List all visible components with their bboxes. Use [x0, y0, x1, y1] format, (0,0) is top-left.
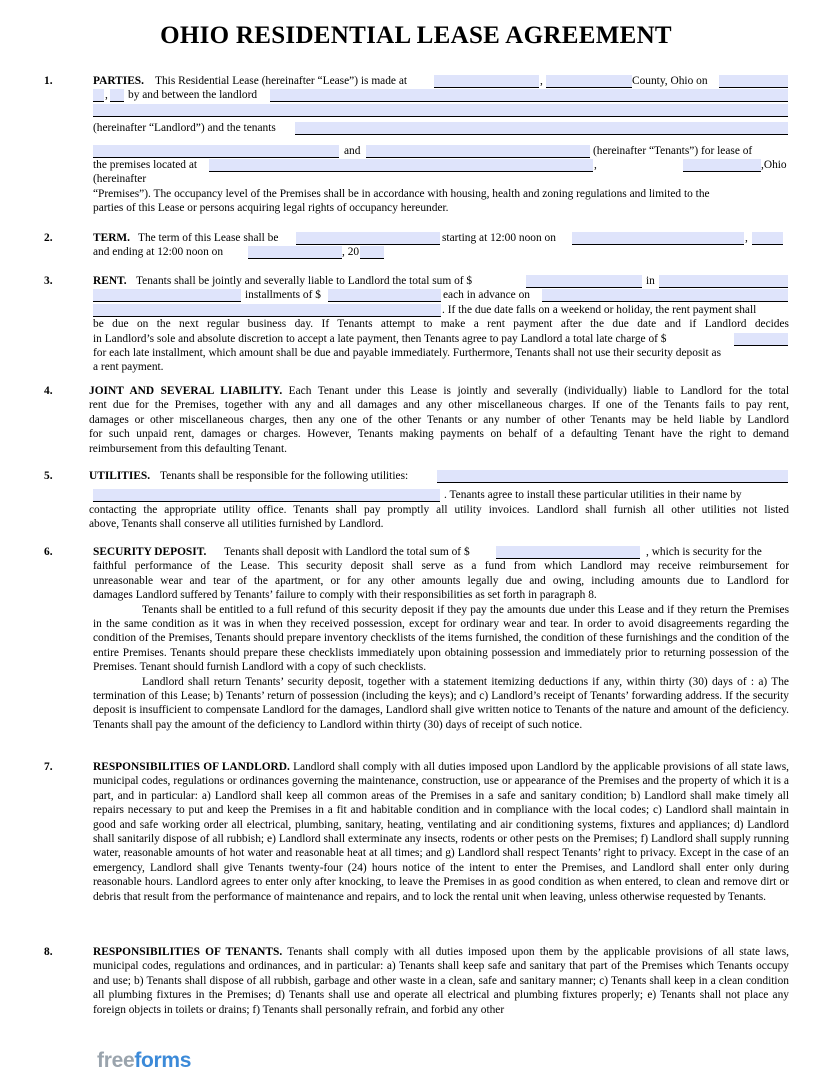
security-deposit-field[interactable]: [496, 546, 640, 559]
section-rent: 3. RENT. Tenants shall be jointly and severally liable to Landlord the total sum of $ in installments of $ each in advance on . If the due date falls on a weekend or holiday, the rent payment shall be due on the next regular business day. If Tenants attempt to make a rent payment after the due date and if Landlord decides in Landlord’s sole and absolute discretion to accept a late payment, then Tenants agree to pay Landlord a total late charge of $ for each late installment, which amount shall be due and payable immediately. Furthermore, Tenants shall not use their security deposit as a rent payment.: [44, 275, 789, 374]
section-tenant-responsibilities: [0, 945, 832, 1020]
utilities-field[interactable]: [437, 470, 788, 483]
installment-count-cont-field[interactable]: [93, 289, 241, 302]
section-number: 7.: [44, 761, 53, 773]
tenant-name-2-field[interactable]: [93, 145, 339, 158]
section-number: 8.: [44, 946, 53, 958]
end-date-field[interactable]: [248, 246, 342, 259]
lease-year-field[interactable]: [110, 89, 124, 102]
section-number: 1.: [44, 75, 53, 87]
section-heading: SECURITY DEPOSIT.: [93, 546, 207, 558]
document-title: OHIO RESIDENTIAL LEASE AGREEMENT: [160, 22, 672, 49]
section-heading: RENT.: [93, 275, 127, 287]
section-security-deposit: 6. SECURITY DEPOSIT. Tenants shall deposit with Landlord the total sum of $ , which is security for the faithful performance of the Lease. This security deposit shall serve as a fund from which Landlord may receive reimbursement for unreasonable wear and tear of the apartment, or for any other amounts legally due and owing, including amounts due to Landlord for damages Landlord suffered by Tenants’ failure to comply with their responsibilities as set forth in paragraph 8. Tenants shall be entitled to a full refund of this security deposit if they pay the amounts due under this Lease and if they return the Premises in the same condition as it was in when they received possession, except for ordinary wear and tear. In order to avoid disagreements regarding the condition of the Premises, Tenants should prepare inventory checklists of the items furnished, the condition of these furnishings and the condition of the entire Premises. Tenants should prepare these checklists immediately upon obtaining possession and immediately prior to returning possession of the Premises. Tenant should furnish Landlord with a copy of such checklists. Landlord shall return Tenants’ security deposit, together with a statement itemizing deductions if any, within thirty (30) days of : a) The termination of this Lease; b) Tenants’ return of possession (including the keys); and c) Landlord’s receipt of Tenants’ forwarding address. If the security deposit is insufficient to compensate Landlord for the damages, Landlord shall give written notice to Tenants of the nature and amount of the deficiency. Tenants shall pay the amount of the deficiency to Landlord within thirty (30) days of receipt of such notice.: [44, 546, 789, 731]
premises-city-field[interactable]: [683, 159, 761, 172]
section-parties: 1. PARTIES. This Residential Lease (hereinafter “Lease”) is made at , County, Ohio on , by and between the landlord (hereinafter “Landlord”) and the tenants and (hereinafter “Tenants”) for lease of the premises located at , ,Ohio (hereinafter “Premises”). The occupancy level of the Premises shall be in accordance with housing, health and zoning regulations and limited to the parties of this Lease or persons acquiring legal rights of occupancy hereunder.: [44, 75, 787, 215]
landlord-name-field[interactable]: [270, 89, 788, 102]
start-year-field[interactable]: [752, 232, 783, 245]
start-date-field[interactable]: [572, 232, 744, 245]
paragraph: Tenants shall comply with all duties imposed upon them by the applicable provisions of all state laws, municipal codes, regulations and ordinances, and in particular: a) Tenants shall keep safe and sanitary that part of the Premises which Tenants occupy and use; b) Tenants shall dispose of all rubbish, garbage and other waste in a clean, safe and sanitary manner; c) Tenants shall keep in a clean condition all plumbing fixtures in the Premises; d) Tenants shall use and operate all electrical and plumbing fixtures properly; e) Tenants shall not place any foreign objects in toilets or drains; f) Tenants shall personally refrain, and forbid any other: [93, 946, 790, 1016]
paragraph: Landlord shall comply with all duties imposed upon Landlord by the applicable provisions of all state laws, municipal codes, regulations or ordinances governing the maintenance, construction, use or appearance of the Premises and the property of which it is a part, and in particular: a) Landlord shall keep all common areas of the Premises in a safe and sanitary condition; b) Landlord shall make timely all repairs necessary to put and keep the Premises in a fit and habitable condition and in compliance with the local codes; c) Landlord shall maintain in good and safe working order all electrical, plumbing, sanitary, heating, ventilating and air conditioning systems, fixtures and appliances; d) Landlord shall sanitarily dispose of all rubbish; e) Landlord shall exterminate any insects, rodents or other pests on the Premises; f) Landlord shall supply running water, reasonable amounts of hot water and reasonable heat at all times; and g) Landlord shall respect Tenants’ right to privacy. Except in the case of an emergency, Landlord shall give Tenants twenty-four (24) hours notice of the intent to enter the Premises, and Landlord shall enter only during reasonable hours. Landlord agrees to enter only after knocking, to leave the Premises in as good condition as when entered, to clean and remove dirt or debris that result from the performance of maintenance and repairs, and to lock the rental unit when leaving, unless otherwise requested by Tenants.: [93, 761, 789, 903]
section-heading: TERM.: [93, 232, 131, 244]
text-line: This Residential Lease (hereinafter “Lease”) is made at: [155, 75, 408, 87]
utilities-cont-field[interactable]: [93, 489, 440, 502]
paragraph: Landlord shall return Tenants’ security deposit, together with a statement itemizing deductions if any, within thirty (30) days of : a) The termination of this Lease; b) Tenants’ return of possession (including the keys); and c) Landlord’s receipt of Tenants’ forwarding address. If the security deposit is insufficient to compensate Landlord for the damages, Landlord shall give written notice to Tenants of the nature and amount of the deficiency. Tenants shall pay the amount of the deficiency to Landlord within thirty (30) days of receipt of such notice.: [93, 675, 789, 731]
section-joint-liability: 4. JOINT AND SEVERAL LIABILITY. Each Tenant under this Lease is jointly and severally (individually) liable to Landlord for the total rent due for the Premises, together with any and all damages and any other miscellaneous charges. If one of the Tenants fails to pay rent, damages or other miscellaneous charges, then any one of the other Tenants or any number of other Tenants may be held liable by Landlord for such unpaid rent, damages or charges. However, Tenants making payments on behalf of a defaulting Tenant have the right to demand reimbursement from this defaulting Tenant.: [44, 385, 789, 455]
installment-amount-field[interactable]: [328, 289, 441, 302]
installment-count-field[interactable]: [659, 275, 788, 288]
end-year-field[interactable]: [360, 246, 384, 259]
section-number: 4.: [44, 385, 53, 397]
section-heading: PARTIES.: [93, 75, 144, 87]
total-rent-field[interactable]: [526, 275, 642, 288]
due-date-cont-field[interactable]: [93, 304, 441, 317]
premises-address-field[interactable]: [209, 159, 593, 172]
tenants-name-field[interactable]: [295, 122, 788, 135]
section-number: 2.: [44, 232, 53, 244]
due-date-field[interactable]: [542, 289, 788, 302]
section-term: 2. TERM. The term of this Lease shall be starting at 12:00 noon on , and ending at 12:00 noon on , 20: [0, 231, 832, 261]
paragraph: Tenants shall be entitled to a full refund of this security deposit if they pay the amounts due under this Lease and if they return the Premises in the same condition as it was in when they received possession, except for ordinary wear and tear. In order to avoid disagreements regarding the condition of the Premises, Tenants should prepare inventory checklists of the items furnished, the condition of these furnishings and the condition of the entire Premises. Tenants should prepare these checklists immediately upon obtaining possession and immediately prior to returning possession of the Premises. Tenant should furnish Landlord with a copy of such checklists.: [93, 603, 789, 674]
lease-term-field[interactable]: [296, 232, 440, 245]
section-heading: RESPONSIBILITIES OF TENANTS.: [93, 946, 283, 958]
late-charge-field[interactable]: [734, 333, 788, 346]
lease-date-cont-field[interactable]: [93, 89, 104, 102]
section-utilities: 5. UTILITIES. Tenants shall be responsible for the following utilities: . Tenants agree to install these particular utilities in their name by contacting the appropriate utility office. Tenants shall pay promptly all utility invoices. Landlord shall furnish all other utilities not listed above, Tenants shall conserve all utilities furnished by Landlord.: [44, 470, 789, 531]
section-landlord-responsibilities: [0, 760, 832, 935]
section-number: 5.: [44, 470, 53, 482]
lease-date-field[interactable]: [719, 75, 788, 88]
lease-city-field[interactable]: [434, 75, 539, 88]
section-heading: JOINT AND SEVERAL LIABILITY.: [89, 385, 283, 397]
freeforms-logo: freeforms: [97, 1049, 192, 1072]
county-field[interactable]: [546, 75, 632, 88]
tenant-name-3-field[interactable]: [366, 145, 590, 158]
section-heading: RESPONSIBILITIES OF LANDLORD.: [93, 761, 290, 773]
section-number: 3.: [44, 275, 53, 287]
section-number: 6.: [44, 546, 53, 558]
landlord-name-cont-field[interactable]: [93, 104, 788, 117]
section-heading: UTILITIES.: [89, 470, 151, 482]
